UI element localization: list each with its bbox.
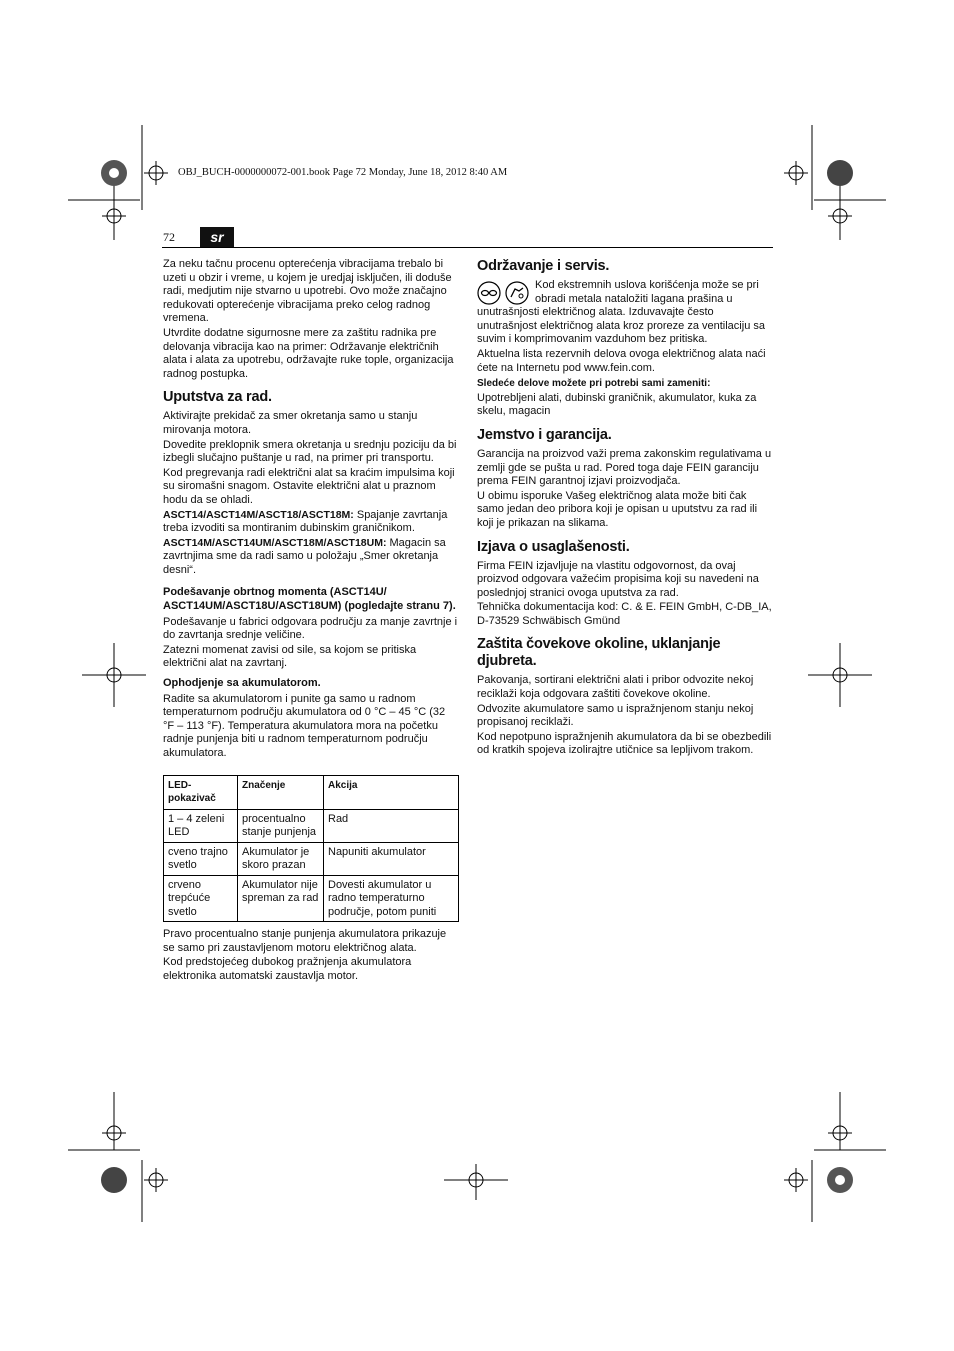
instruction-paragraph: Kod pregrevanja radi električni alat sa kraćim impulsima koji su siromašni snagom. Ostavite električni alat u praznom hodu da se ohladi. (163, 466, 455, 506)
battery-heading: Ophodjenje sa akumulatorom. (163, 677, 321, 690)
instruction-paragraph: Dovedite preklopnik smera okretanja u srednju poziciju da bi izbegli slučajno puštanje u rad, na primer pri transportu. (163, 438, 457, 465)
table-cell: crveno trepćuće svetlo (164, 875, 238, 922)
models-text-1: Spajanje zavrtanja treba izvoditi sa montiranim dubinskim graničnikom. (163, 508, 448, 535)
after-table-paragraph: Pravo procentualno stanje punjenja akumulatora prikazuje se samo pri zaustavljenom motoru električnog alata. (163, 928, 447, 954)
table-header: LED-pokazivač (164, 775, 238, 809)
left-column (163, 258, 459, 984)
battery-paragraph: Radite sa akumulatorom i punite ga samo u radnom temperaturnom području akumulatora od 0 °C – 45 °C (32 °F – 113 °F). Temperatura akumulatora mora na početku radnje punjenja biti u radnom temperaturnom području akumulatora. (163, 692, 446, 759)
table-cell: Dovesti akumulator u radno temperaturno područje, potom puniti (324, 875, 459, 922)
maintenance-paragraph: Aktuelna lista rezervnih delova ovoga električnog alata naći ćete na Internetu pod www.fein.com. (477, 347, 766, 374)
compressed-air-icon (505, 281, 529, 305)
table-row (164, 842, 459, 875)
table-cell: cveno trajno svetlo (164, 842, 238, 875)
safety-icons (477, 281, 529, 305)
table-row (164, 875, 459, 922)
table-cell: Napuniti akumulator (324, 842, 459, 875)
intro-paragraph: Za neku tačnu procenu opterećenja vibracijama trebalo bi uzeti u obzir i vreme, u kojem je uredjaj isključen, ili doduše radi, medjutim nije stvarno u upotrebi. Ovo može značajno redukovati opterećenje vibracijama preko celog radnog vremena. (163, 258, 452, 325)
table-cell: Rad (324, 809, 459, 842)
torque-paragraph: Zatezni momenat zavisi od sile, sa kojom se pritiska električni alat na zavrtanj. (163, 643, 417, 670)
environment-heading: Zaštita čovekove okoline, uklanjanje djubreta. (477, 636, 721, 670)
instructions-heading: Uputstva za rad. (163, 389, 272, 406)
maintenance-heading: Održavanje i servis. (477, 258, 610, 274)
models-label-1: ASCT14/ASCT14M/ASCT18/ASCT18M: (163, 508, 354, 521)
table-cell: procentualno stanje punjenja (238, 809, 324, 842)
warranty-paragraph: U obimu isporuke Vašeg električnog alata može biti čak samo jedan deo pribora koji je opisan u uputstvu za rad ili koji je prikazan na slikama. (477, 489, 758, 529)
maintenance-icon-text: Kod ekstremnih uslova korišćenja može se pri obradi metala nataložiti lagana prašina u unutrašnjosti električnog alata. Izduvavajte često unutrašnjost električnog alata kroz proreze za ventilaciju sa suvim i komprimovanim vazduhom bez pritiska. (477, 279, 765, 346)
eye-protection-icon (477, 281, 501, 305)
table-cell: Akumulator je skoro prazan (238, 842, 324, 875)
maintenance-icon-block (477, 279, 773, 347)
table-header-row (164, 775, 459, 809)
models-note-1 (163, 509, 459, 536)
torque-paragraph: Podešavanje u fabrici odgovara području za manje zavrtnje i do zavrtanja srednje veličine. (163, 615, 458, 642)
conformity-paragraph: Firma FEIN izjavljuje na vlastitu odgovornost, da ovaj proizvod odgovara važećim propisima koji su navedeni na poslednjoj stranici ovoga uputstva za rad. (477, 559, 759, 599)
environment-paragraph: Odvozite akumulatore samo u ispražnjenom stanju nekoj propisanoj reciklaži. (477, 702, 754, 729)
environment-paragraph: Kod nepotpuno ispražnjenih akumulatora da bi se obezbedili od kratkih spojeva izolirajtre utičnice sa lepljivom trakom. (477, 730, 772, 757)
parts-text: Upotrebljeni alati, dubinski graničnik, akumulator, kuka za skelu, magacin (477, 391, 757, 418)
intro-paragraph: Utvrdite dodatne sigurnosne mere za zaštitu radnika pre delovanja vibracija kao na primer: Održavanje električnih alata i alata za upotrebu, održavajte ruke tople, organizacija radnog postupka. (163, 326, 454, 380)
warranty-paragraph: Garancija na proizvod važi prema zakonskim regulativama u zemlji gde se pušta u rad. Pored toga daje FEIN garanciju prema FEIN garantnoj izjavi proizvodjača. (477, 447, 772, 488)
environment-paragraph: Pakovanja, sortirani električni alati i pribor odvozite nekoj reciklaži koja odgovara zaštiti čovekove okoline. (477, 674, 754, 701)
table-cell: Akumulator nije spreman za rad (238, 875, 324, 922)
table-cell: 1 – 4 zeleni LED (164, 809, 238, 842)
right-column (477, 252, 773, 759)
table-header: Akcija (324, 775, 459, 809)
header-rule (162, 247, 773, 248)
page-number: 72 (163, 230, 175, 244)
table-header: Značenje (238, 775, 324, 809)
parts-heading: Sledeće delove možete pri potrebi sami zameniti: (477, 378, 711, 390)
book-info: OBJ_BUCH-0000000072-001.book Page 72 Monday, June 18, 2012 8:40 AM (178, 167, 508, 178)
after-table-paragraph: Kod predstojećeg dubokog pražnjenja akumulatora elektronika automatski zaustavlja motor. (163, 956, 412, 982)
conformity-heading: Izjava o usaglašenosti. (477, 538, 630, 555)
warranty-heading: Jemstvo i garancija. (477, 426, 612, 443)
language-tag: sr (200, 227, 234, 247)
instruction-paragraph: Aktivirajte prekidač za smer okretanja samo u stanju mirovanja motora. (163, 410, 418, 436)
torque-heading: Podešavanje obrtnog momenta (ASCT14U/ ASCT14UM/ASCT18U/ASCT18UM) (pogledajte stranu 7). (163, 586, 456, 613)
models-text-2: Magacin sa zavrtnjima sme da radi samo u položaju „Smer okretanja desni“. (163, 536, 446, 576)
models-label-2: ASCT14M/ASCT14UM/ASCT18M/ASCT18UM: (163, 536, 387, 549)
models-note-2 (163, 537, 459, 578)
conformity-paragraph: Tehnička dokumentacija kod: C. & E. FEIN GmbH, C-DB_IA, D-73529 Schwäbisch Gmünd (477, 601, 772, 627)
led-table (163, 775, 459, 923)
table-row (164, 809, 459, 842)
